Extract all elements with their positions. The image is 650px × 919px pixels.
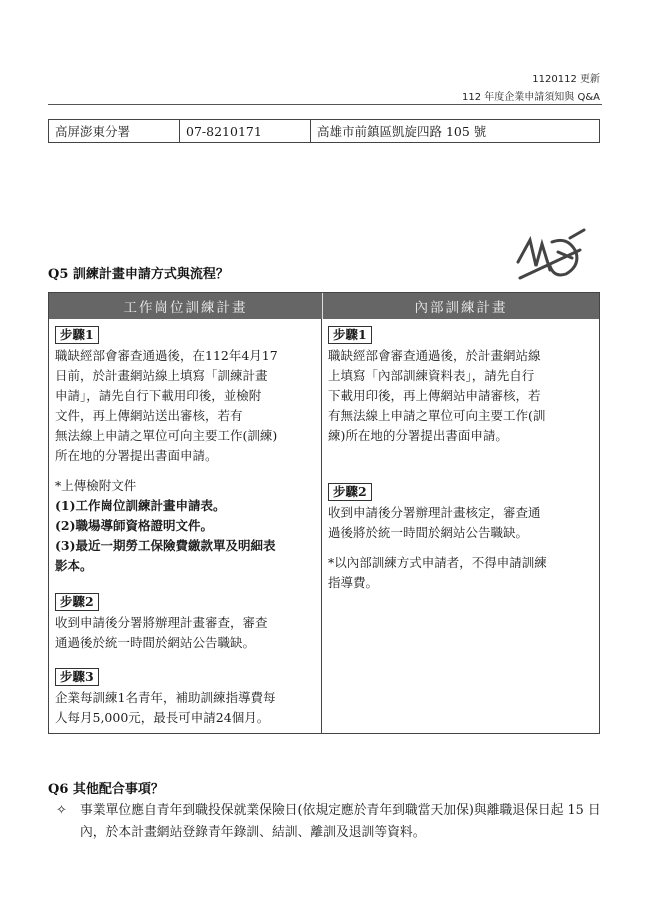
update-date: 1120112 更新 bbox=[532, 74, 600, 85]
step-badge: 步驟2 bbox=[328, 483, 372, 501]
step3-line: 人每月5,000元，最長可申請24個月。 bbox=[55, 710, 270, 725]
header-internal-training: 內部訓練計畫 bbox=[414, 300, 508, 316]
step-badge: 步驟2 bbox=[55, 593, 99, 611]
header-divider bbox=[48, 104, 602, 105]
table-row bbox=[49, 120, 600, 143]
flow-table-header bbox=[49, 293, 599, 319]
step1-line: 文件，再上傳網站送出審核，若有 bbox=[55, 408, 243, 423]
internal-training-column bbox=[322, 319, 599, 733]
q6-bullet-item bbox=[56, 800, 604, 844]
step2-line: 收到申請後分署辦理計畫核定，審查通 bbox=[328, 505, 541, 520]
header-onsite-training: 工作崗位訓練計畫 bbox=[49, 293, 323, 319]
step1-line: 職缺經部會審查通過後，在112年4月17 bbox=[55, 348, 278, 363]
step2-line: 收到申請後分署將辦理計畫審查，審查 bbox=[55, 615, 268, 630]
attachment-item: (1)工作崗位訓練計畫申請表。 bbox=[55, 498, 226, 513]
office-table bbox=[48, 119, 600, 143]
document-title: 112 年度企業申請須知與 Q&A bbox=[462, 92, 600, 103]
step2-line: 通過後於統一時間於網站公告職缺。 bbox=[55, 635, 256, 650]
q5-title: Q5 訓練計畫申請方式與流程？ bbox=[48, 267, 229, 282]
step1-line: 下載用印後，再上傳網站申請審核，若 bbox=[328, 388, 541, 403]
step1-line: 職缺經部會審查通過後，於計畫網站線 bbox=[328, 348, 541, 363]
q6-text: 事業單位應自青年到職投保就業保險日(依規定應於青年到職當天加保)與離職退保日起 15 日內，於本計畫網站登錄青年錄訓、結訓、離訓及退訓等資料。 bbox=[80, 803, 601, 840]
onsite-training-column bbox=[49, 319, 322, 733]
note-line: *以內部訓練方式申請者，不得申請訓練 bbox=[328, 555, 547, 570]
diamond-bullet-icon: ✧ bbox=[56, 803, 67, 818]
step1-line: 練)所在地的分署提出書面申請。 bbox=[328, 428, 508, 443]
office-phone: 07-8210171 bbox=[180, 120, 311, 143]
q6-title: Q6 其他配合事項？ bbox=[48, 782, 164, 797]
step3-line: 企業每訓練1名青年，補助訓練指導費每 bbox=[55, 690, 276, 705]
attachment-title: *上傳檢附文件 bbox=[55, 478, 137, 493]
office-name: 高屏澎東分署 bbox=[49, 120, 180, 143]
note-line: 指導費。 bbox=[328, 575, 379, 590]
attachment-item: 影本。 bbox=[55, 558, 93, 573]
step1-line: 上填寫「內部訓練資料表」，請先自行 bbox=[328, 368, 535, 383]
step-badge: 步驟1 bbox=[328, 326, 372, 344]
step1-line: 日前，於計畫網站線上填寫「訓練計畫 bbox=[55, 368, 268, 383]
step1-line: 申請」，請先自行下載用印後，並檢附 bbox=[55, 388, 262, 403]
step1-line: 有無法線上申請之單位可向主要工作(訓 bbox=[328, 408, 546, 423]
step-badge: 步驟3 bbox=[55, 668, 99, 686]
step-badge: 步驟1 bbox=[55, 326, 99, 344]
q5-flow-table bbox=[48, 292, 600, 734]
office-address: 高雄市前鎮區凱旋四路 105 號 bbox=[311, 120, 600, 143]
step1-line: 無法線上申請之單位可向主要工作(訓練) bbox=[55, 428, 278, 443]
attachment-item: (2)職場導師資格證明文件。 bbox=[55, 518, 214, 533]
handwritten-mark bbox=[510, 222, 592, 292]
step1-line: 所在地的分署提出書面申請。 bbox=[55, 448, 218, 463]
step2-line: 過後將於統一時間於網站公告職缺。 bbox=[328, 525, 529, 540]
attachment-item: (3)最近一期勞工保險費繳款單及明細表 bbox=[55, 538, 276, 553]
